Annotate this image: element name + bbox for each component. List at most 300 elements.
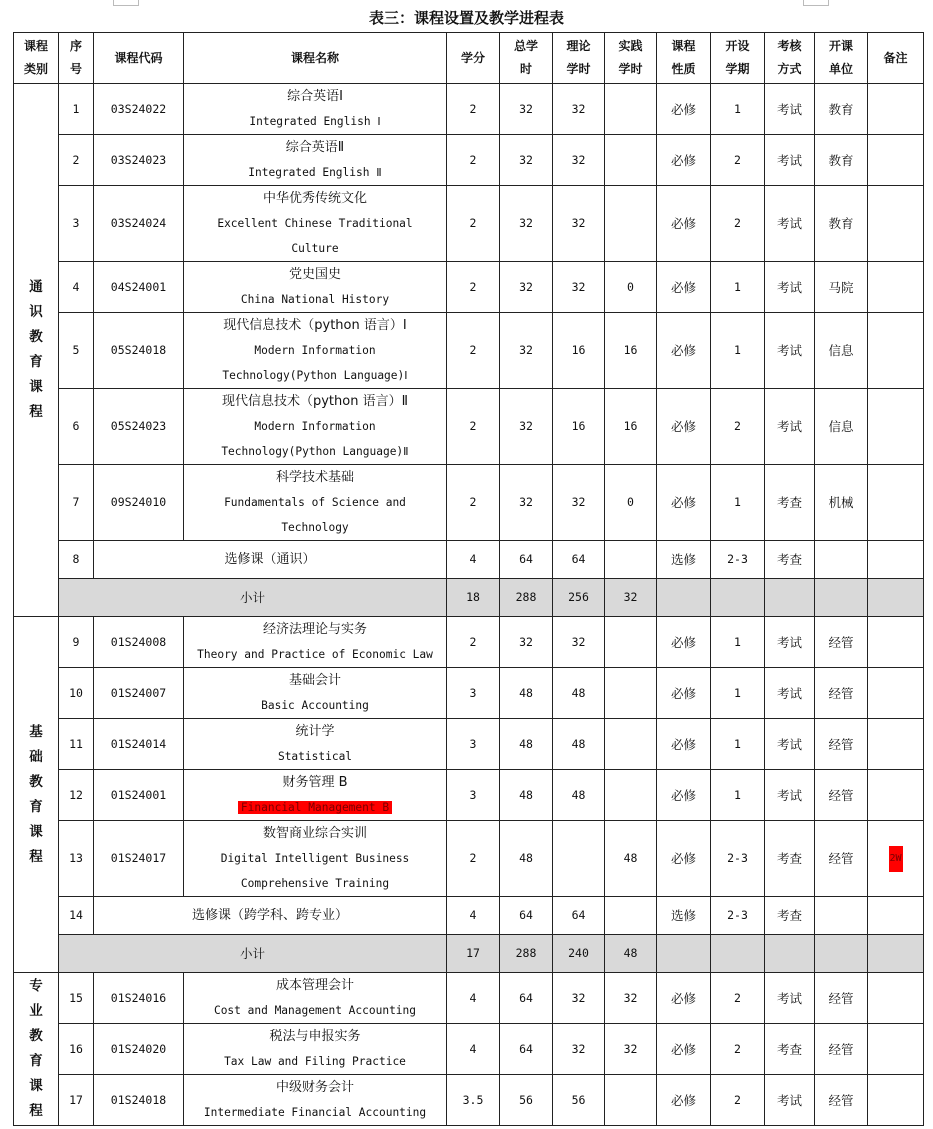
header-text: 学时 — [566, 62, 591, 76]
cell-theory: 32 — [553, 84, 605, 135]
cell-theory: 32 — [553, 135, 605, 186]
course-name-cn: 选修课（跨学科、跨专业） — [191, 908, 348, 923]
cell-nature: 必修 — [657, 313, 711, 389]
cell-exam: 考试 — [765, 973, 815, 1024]
cell-term: 2 — [711, 1075, 765, 1126]
cell-unit: 经管 — [815, 668, 868, 719]
cell-total: 32 — [500, 617, 553, 668]
cell-total: 32 — [500, 186, 553, 262]
cell-term: 1 — [711, 84, 765, 135]
row-number: 10 — [59, 668, 94, 719]
cell-term: 1 — [711, 770, 765, 821]
cell-exam: 考试 — [765, 313, 815, 389]
cell-credit: 2 — [447, 313, 500, 389]
table-title: 表三：课程设置及教学进程表 — [368, 9, 564, 27]
header-row — [14, 33, 924, 84]
cell-unit: 信息 — [815, 313, 868, 389]
category-char: 业 — [29, 1003, 43, 1019]
cell-term: 1 — [711, 313, 765, 389]
course-name-cell — [94, 897, 447, 935]
cell-practice — [605, 186, 657, 262]
course-name-en: Statistical — [277, 750, 353, 763]
subtotal-empty — [815, 935, 868, 973]
cell-credit: 2 — [447, 389, 500, 465]
course-name-en: Culture — [291, 242, 339, 255]
category-char: 程 — [29, 404, 43, 420]
course-name-cn: 成本管理会计 — [275, 978, 354, 993]
cell-credit: 2 — [447, 465, 500, 541]
cell-practice — [605, 668, 657, 719]
cell-note — [868, 668, 924, 719]
header-text: 考核 — [777, 39, 802, 53]
course-code: 01S24014 — [94, 719, 184, 770]
cell-term: 2-3 — [711, 897, 765, 935]
cell-theory: 48 — [553, 719, 605, 770]
course-name-en: Comprehensive Training — [240, 877, 390, 890]
course-name-cell — [184, 313, 447, 389]
course-name-en: Digital Intelligent Business — [220, 852, 410, 865]
cell-practice: 0 — [605, 262, 657, 313]
course-name-cell — [184, 1024, 447, 1075]
course-name-en: Integrated English Ⅰ — [249, 115, 381, 128]
course-name-en: Intermediate Financial Accounting — [203, 1106, 427, 1119]
cell-total: 32 — [500, 313, 553, 389]
course-name-cell — [184, 465, 447, 541]
cell-theory: 32 — [553, 973, 605, 1024]
category-cell — [14, 973, 59, 1126]
cell-nature: 选修 — [657, 897, 711, 935]
course-name-en: Basic Accounting — [261, 699, 369, 712]
header-text: 学时 — [618, 62, 643, 76]
cell-note — [868, 84, 924, 135]
header-text: 性质 — [671, 62, 696, 76]
subtotal-credit: 18 — [447, 579, 500, 617]
cell-practice — [605, 897, 657, 935]
cell-practice: 0 — [605, 465, 657, 541]
cell-credit: 3 — [447, 770, 500, 821]
cell-total: 64 — [500, 897, 553, 935]
cell-term: 1 — [711, 617, 765, 668]
cell-nature: 必修 — [657, 719, 711, 770]
highlighted-text: Financial Management B — [238, 801, 392, 814]
course-name-cell — [184, 617, 447, 668]
table-row — [14, 617, 924, 668]
course-name-cell — [184, 84, 447, 135]
cell-practice: 32 — [605, 1024, 657, 1075]
subtotal-total: 288 — [500, 935, 553, 973]
cell-theory: 32 — [553, 465, 605, 541]
cell-total: 32 — [500, 84, 553, 135]
cell-credit: 2 — [447, 821, 500, 897]
cell-note — [868, 897, 924, 935]
cell-exam: 考试 — [765, 1075, 815, 1126]
header-text: 方式 — [777, 62, 802, 76]
course-code: 03S24024 — [94, 186, 184, 262]
course-code: 01S24001 — [94, 770, 184, 821]
subtotal-total: 288 — [500, 579, 553, 617]
cell-theory: 32 — [553, 186, 605, 262]
cell-unit — [815, 541, 868, 579]
cell-practice — [605, 135, 657, 186]
cell-term: 1 — [711, 262, 765, 313]
cell-exam: 考查 — [765, 541, 815, 579]
cell-term: 2 — [711, 389, 765, 465]
course-name-en: China National History — [240, 293, 390, 306]
cell-practice: 48 — [605, 821, 657, 897]
cell-credit: 4 — [447, 973, 500, 1024]
cell-total: 64 — [500, 541, 553, 579]
cell-exam: 考试 — [765, 770, 815, 821]
cell-unit: 经管 — [815, 719, 868, 770]
cell-practice — [605, 541, 657, 579]
cell-note — [868, 313, 924, 389]
table-row — [14, 719, 924, 770]
column-header — [657, 33, 711, 84]
header-text: 学期 — [725, 62, 750, 76]
cell-nature: 必修 — [657, 1075, 711, 1126]
table-row — [14, 262, 924, 313]
row-number: 2 — [59, 135, 94, 186]
row-number: 3 — [59, 186, 94, 262]
course-name-en: Technology — [281, 521, 349, 534]
header-text: 类别 — [23, 62, 48, 76]
cell-nature: 选修 — [657, 541, 711, 579]
cell-total: 48 — [500, 770, 553, 821]
cell-exam: 考试 — [765, 617, 815, 668]
column-header — [605, 33, 657, 84]
cell-nature: 必修 — [657, 262, 711, 313]
cell-term: 1 — [711, 668, 765, 719]
subtotal-empty — [711, 935, 765, 973]
course-name-cell — [184, 1075, 447, 1126]
header-text: 课程 — [671, 39, 696, 53]
course-name-en — [184, 795, 446, 820]
cell-note — [868, 617, 924, 668]
cell-total: 48 — [500, 668, 553, 719]
cell-credit: 2 — [447, 186, 500, 262]
cell-practice — [605, 719, 657, 770]
row-number: 1 — [59, 84, 94, 135]
cell-note — [868, 262, 924, 313]
row-number: 8 — [59, 541, 94, 579]
table-row — [14, 897, 924, 935]
header-text: 课程 — [23, 39, 48, 53]
table-row — [14, 313, 924, 389]
subtotal-empty — [765, 935, 815, 973]
category-char: 通 — [29, 279, 43, 295]
subtotal-empty — [868, 579, 924, 617]
table-row — [14, 770, 924, 821]
category-char: 程 — [29, 1103, 43, 1119]
cell-theory: 64 — [553, 541, 605, 579]
course-code: 01S24016 — [94, 973, 184, 1024]
cell-unit: 经管 — [815, 1024, 868, 1075]
course-name-cell — [184, 389, 447, 465]
category-char: 育 — [29, 1053, 43, 1069]
course-name-cell — [184, 668, 447, 719]
category-char: 专 — [29, 978, 43, 994]
table-row — [14, 973, 924, 1024]
cell-term: 2 — [711, 135, 765, 186]
cell-credit: 2 — [447, 135, 500, 186]
table-row — [14, 389, 924, 465]
course-name-cn: 统计学 — [295, 724, 335, 739]
course-code: 01S24007 — [94, 668, 184, 719]
cell-unit: 教育 — [815, 135, 868, 186]
subtotal-row — [14, 935, 924, 973]
course-name-en: Tax Law and Filing Practice — [224, 1055, 406, 1068]
category-char: 程 — [29, 848, 43, 865]
cell-nature: 必修 — [657, 465, 711, 541]
course-name-cell — [184, 186, 447, 262]
course-name-cn: 经济法理论与实务 — [262, 622, 367, 637]
cell-exam: 考查 — [765, 1024, 815, 1075]
cell-total: 32 — [500, 262, 553, 313]
course-name-cn: 基础会计 — [288, 673, 341, 688]
cell-practice — [605, 84, 657, 135]
category-char: 课 — [29, 379, 43, 395]
cell-exam: 考查 — [765, 821, 815, 897]
course-name-en: Excellent Chinese Traditional — [217, 217, 413, 230]
cell-unit: 经管 — [815, 770, 868, 821]
course-name-cn: 中级财务会计 — [275, 1080, 354, 1095]
header-text: 理论 — [566, 39, 591, 53]
subtotal-empty — [711, 579, 765, 617]
cell-note — [868, 465, 924, 541]
cell-nature: 必修 — [657, 770, 711, 821]
course-name-cn: 选修课（通识） — [224, 552, 316, 567]
course-code: 03S24023 — [94, 135, 184, 186]
cell-nature: 必修 — [657, 186, 711, 262]
cell-note — [868, 719, 924, 770]
cell-credit: 3 — [447, 719, 500, 770]
row-number: 17 — [59, 1075, 94, 1126]
column-header — [59, 33, 94, 84]
cell-note — [868, 541, 924, 579]
category-char: 育 — [29, 354, 43, 370]
course-name-en: Cost and Management Accounting — [213, 1004, 417, 1017]
row-number: 16 — [59, 1024, 94, 1075]
category-char: 课 — [29, 1078, 43, 1094]
cell-total: 32 — [500, 389, 553, 465]
cell-exam: 考试 — [765, 719, 815, 770]
subtotal-practice: 48 — [605, 935, 657, 973]
cell-theory: 48 — [553, 770, 605, 821]
course-name-cell — [184, 973, 447, 1024]
table-row — [14, 668, 924, 719]
header-text: 课程代码 — [114, 50, 163, 65]
cell-note — [868, 1024, 924, 1075]
course-code: 01S24008 — [94, 617, 184, 668]
row-number: 9 — [59, 617, 94, 668]
course-name-en: Integrated English Ⅱ — [248, 166, 382, 179]
table-row — [14, 1075, 924, 1126]
category-cell — [14, 84, 59, 617]
cell-theory: 32 — [553, 1024, 605, 1075]
cell-note — [868, 1075, 924, 1126]
course-name-cn: 现代信息技术（python 语言）Ⅰ — [223, 318, 407, 333]
header-text: 号 — [69, 62, 82, 76]
cell-unit: 经管 — [815, 973, 868, 1024]
cell-theory: 48 — [553, 668, 605, 719]
course-name-en: Theory and Practice of Economic Law — [197, 648, 433, 661]
course-name-cn: 财务管理 B — [282, 775, 348, 790]
cell-theory: 16 — [553, 313, 605, 389]
course-name-cell — [184, 262, 447, 313]
cell-term: 2-3 — [711, 541, 765, 579]
cell-total: 64 — [500, 1024, 553, 1075]
column-header — [94, 33, 184, 84]
cell-credit: 2 — [447, 262, 500, 313]
category-char: 课 — [29, 823, 43, 840]
course-name-cn: 现代信息技术（python 语言）Ⅱ — [221, 394, 408, 409]
course-code: 05S24018 — [94, 313, 184, 389]
cell-unit: 机械 — [815, 465, 868, 541]
cell-credit: 4 — [447, 541, 500, 579]
cell-total: 64 — [500, 973, 553, 1024]
cell-nature: 必修 — [657, 389, 711, 465]
header-text: 时 — [519, 62, 532, 76]
row-number: 6 — [59, 389, 94, 465]
category-char: 识 — [29, 304, 43, 320]
table-row — [14, 1024, 924, 1075]
column-header — [765, 33, 815, 84]
row-number: 12 — [59, 770, 94, 821]
page-corner-mark — [803, 0, 829, 6]
cell-theory: 56 — [553, 1075, 605, 1126]
table-row — [14, 135, 924, 186]
header-text: 总学 — [513, 39, 538, 53]
course-name-cn: 中华优秀传统文化 — [262, 191, 367, 206]
course-name-en: Technology(Python Language)Ⅰ — [222, 369, 408, 382]
cell-nature: 必修 — [657, 135, 711, 186]
subtotal-label: 小计 — [59, 579, 447, 617]
cell-practice — [605, 617, 657, 668]
subtotal-row — [14, 579, 924, 617]
table-row — [14, 84, 924, 135]
cell-total: 32 — [500, 465, 553, 541]
subtotal-empty — [815, 579, 868, 617]
column-header — [184, 33, 447, 84]
cell-exam: 考试 — [765, 84, 815, 135]
course-name-cell — [184, 135, 447, 186]
cell-exam: 考试 — [765, 668, 815, 719]
course-code: 03S24022 — [94, 84, 184, 135]
course-name-cell — [184, 719, 447, 770]
subtotal-empty — [657, 579, 711, 617]
row-number: 4 — [59, 262, 94, 313]
category-char: 育 — [29, 798, 43, 815]
subtotal-theory: 240 — [553, 935, 605, 973]
header-text: 开课 — [828, 39, 853, 53]
cell-credit: 3 — [447, 668, 500, 719]
cell-total: 56 — [500, 1075, 553, 1126]
cell-unit: 信息 — [815, 389, 868, 465]
cell-unit: 教育 — [815, 186, 868, 262]
subtotal-empty — [868, 935, 924, 973]
cell-exam: 考试 — [765, 186, 815, 262]
cell-practice: 16 — [605, 389, 657, 465]
cell-credit: 3.5 — [447, 1075, 500, 1126]
subtotal-practice: 32 — [605, 579, 657, 617]
cell-term: 2 — [711, 973, 765, 1024]
cell-credit: 4 — [447, 1024, 500, 1075]
course-name-en: Modern Information — [254, 420, 376, 433]
cell-nature: 必修 — [657, 84, 711, 135]
row-number: 14 — [59, 897, 94, 935]
category-char: 教 — [29, 773, 43, 790]
course-name-cn: 科学技术基础 — [275, 470, 354, 485]
header-text: 备注 — [883, 50, 908, 65]
row-number: 15 — [59, 973, 94, 1024]
table-row — [14, 821, 924, 897]
cell-theory: 32 — [553, 262, 605, 313]
category-char: 基 — [29, 723, 43, 740]
cell-note — [868, 389, 924, 465]
page-corner-mark — [113, 0, 139, 6]
course-code: 05S24023 — [94, 389, 184, 465]
column-header — [868, 33, 924, 84]
cell-unit: 经管 — [815, 1075, 868, 1126]
header-text: 学分 — [460, 50, 485, 65]
course-name-cn: 综合英语Ⅱ — [285, 140, 345, 155]
subtotal-label: 小计 — [59, 935, 447, 973]
cell-exam: 考查 — [765, 465, 815, 541]
course-schedule-table — [13, 32, 924, 1126]
cell-nature: 必修 — [657, 668, 711, 719]
category-cell — [14, 617, 59, 973]
course-code: 09S24010 — [94, 465, 184, 541]
cell-unit — [815, 897, 868, 935]
cell-total: 32 — [500, 135, 553, 186]
cell-nature: 必修 — [657, 1024, 711, 1075]
subtotal-theory: 256 — [553, 579, 605, 617]
course-name-cell — [94, 541, 447, 579]
cell-total: 48 — [500, 719, 553, 770]
course-name-cn: 综合英语Ⅰ — [287, 89, 343, 104]
cell-practice — [605, 1075, 657, 1126]
category-char: 教 — [29, 1028, 43, 1044]
header-text: 单位 — [828, 62, 853, 76]
table-row — [14, 465, 924, 541]
header-text: 序 — [69, 39, 82, 53]
cell-term: 1 — [711, 465, 765, 541]
subtotal-empty — [657, 935, 711, 973]
category-char: 教 — [29, 329, 43, 345]
cell-theory: 16 — [553, 389, 605, 465]
header-text: 实践 — [618, 39, 643, 53]
cell-nature: 必修 — [657, 617, 711, 668]
column-header — [711, 33, 765, 84]
header-text: 开设 — [725, 39, 750, 53]
cell-theory: 64 — [553, 897, 605, 935]
course-name-cn: 党史国史 — [288, 267, 341, 282]
cell-term: 2-3 — [711, 821, 765, 897]
cell-term: 2 — [711, 1024, 765, 1075]
cell-unit: 马院 — [815, 262, 868, 313]
course-name-cn: 数智商业综合实训 — [262, 826, 367, 841]
table-row — [14, 186, 924, 262]
cell-exam: 考查 — [765, 897, 815, 935]
table-row — [14, 541, 924, 579]
row-number: 5 — [59, 313, 94, 389]
cell-unit: 经管 — [815, 617, 868, 668]
cell-nature: 必修 — [657, 973, 711, 1024]
cell-note — [868, 135, 924, 186]
column-header — [815, 33, 868, 84]
cell-nature: 必修 — [657, 821, 711, 897]
column-header — [553, 33, 605, 84]
